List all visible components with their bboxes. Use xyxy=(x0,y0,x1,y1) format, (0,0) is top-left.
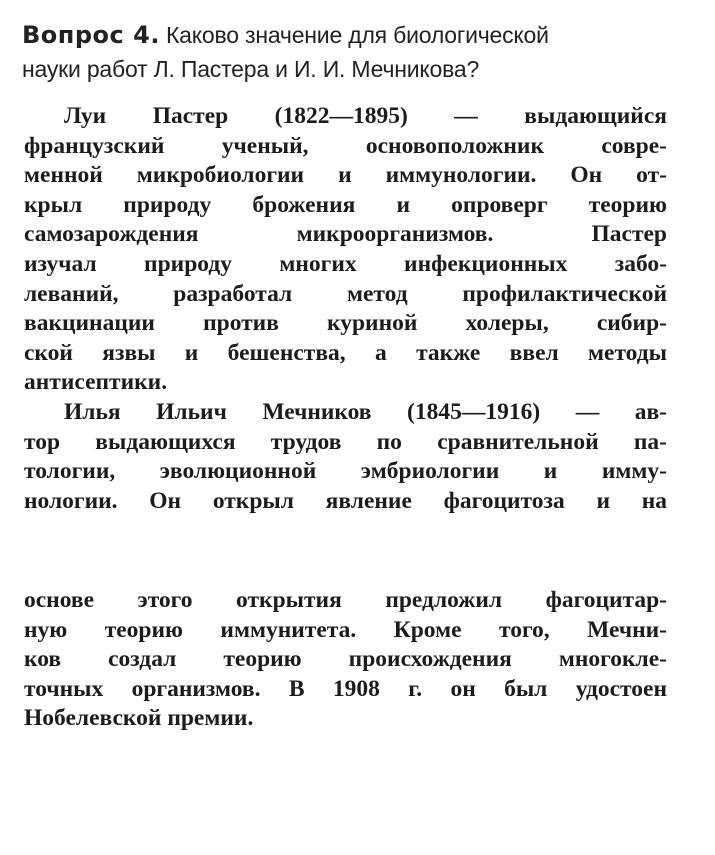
text-line: Илья Ильич Мечников (1845—1916) — ав- xyxy=(64,398,667,425)
answer-lower-block xyxy=(24,586,667,734)
answer-upper-block xyxy=(24,102,667,516)
paragraph-pasteur xyxy=(24,102,667,398)
text-line: французский ученый, основоположник совре- xyxy=(24,132,667,159)
question-text-line-2: науки работ Л. Пастера и И. И. Мечникова? xyxy=(22,56,480,82)
question-heading xyxy=(22,18,692,86)
text-line: изучал природу многих инфекционных забо- xyxy=(24,250,667,277)
text-line: Нобелевской премии. xyxy=(24,705,254,732)
text-line: тологии, эволюционной эмбриологии и имму- xyxy=(24,458,667,485)
text-line: антисептики. xyxy=(24,369,168,396)
question-label: Вопрос 4. xyxy=(22,21,160,49)
text-line: леваний, разработал метод профилактической xyxy=(24,280,667,307)
question-line-1 xyxy=(22,18,692,52)
question-text-line-1: Каково значение для биологической xyxy=(165,22,549,48)
text-line: ную теорию иммунитета. Кроме того, Мечни- xyxy=(24,616,667,643)
text-line: самозарождения микроорганизмов. Пастер xyxy=(24,221,667,248)
text-line: точных организмов. В 1908 г. он был удостоен xyxy=(24,675,667,702)
text-line: менной микробиологии и иммунологии. Он от- xyxy=(24,162,667,189)
paragraph-mechnikov xyxy=(24,398,667,516)
text-line: ской язвы и бешенства, а также ввел методы xyxy=(24,339,667,366)
text-line: ков создал теорию происхождения многокле- xyxy=(24,646,667,673)
text-line: нологии. Он открыл явление фагоцитоза и на xyxy=(24,487,667,514)
text-line: крыл природу брожения и опроверг теорию xyxy=(24,191,667,218)
text-line: основе этого открытия предложил фагоцитар- xyxy=(24,587,667,613)
paragraph-mechnikov-continued xyxy=(24,586,667,734)
text-line: тор выдающихся трудов по сравнительной па- xyxy=(24,428,667,455)
text-line: вакцинации против куриной холеры, сибир- xyxy=(24,310,667,337)
text-line: Луи Пастер (1822—1895) — выдающийся xyxy=(64,103,667,129)
